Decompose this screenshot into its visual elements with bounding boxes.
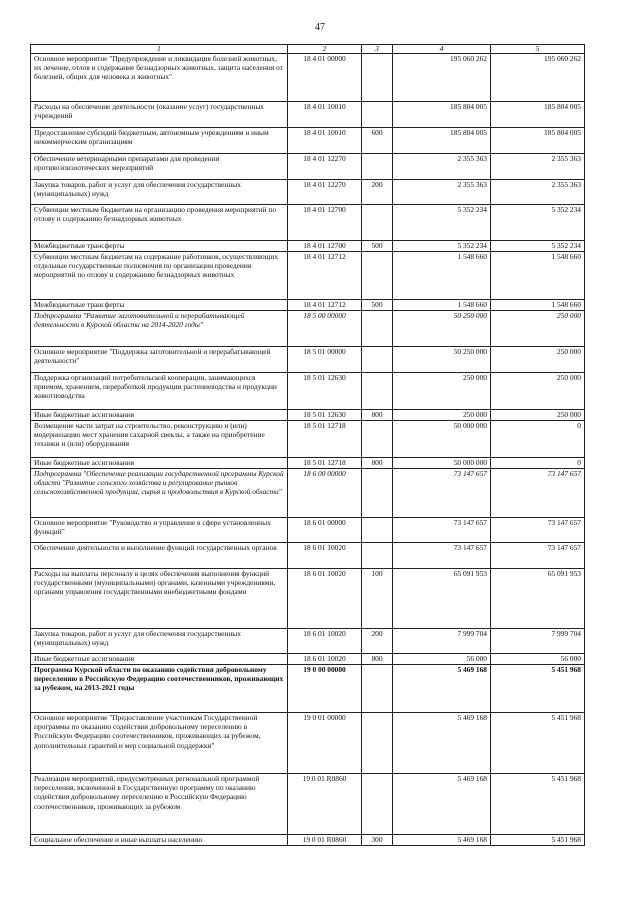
column-number-1: 1 (31, 45, 288, 54)
row-expense-type (362, 252, 393, 300)
row-code: 18 4 01 12270 (288, 180, 362, 205)
row-code: 18 4 01 10010 (288, 102, 362, 128)
table-row (31, 54, 585, 102)
row-amount-2: 2 355 363 (491, 180, 585, 205)
row-name: Основное мероприятие "Поддержка заготовительной и перерабатывающей деятельности" (31, 347, 288, 373)
row-amount-1: 5 352 234 (393, 205, 491, 241)
table-row (31, 518, 585, 543)
table-row (31, 180, 585, 205)
column-number-5: 5 (491, 45, 585, 54)
row-expense-type (362, 311, 393, 347)
row-code: 18 4 01 12700 (288, 205, 362, 241)
row-expense-type (362, 665, 393, 713)
row-name: Реализация мероприятий, предусмотренных региональной программой переселения, включенной в Государственную программу по оказанию содействия добровольному переселению в Российскую Федерацию соотечественников, проживающих за рубежом (31, 774, 288, 835)
table-row (31, 373, 585, 410)
table-row (31, 835, 585, 846)
row-name: Основное мероприятие "Предупреждение и ликвидация болезней животных, их лечение, отлов и содержание безнадзорных животных, защита населения от болезней, общих для человека и животных" (31, 54, 288, 102)
row-expense-type (362, 713, 393, 774)
row-amount-1: 73 147 657 (393, 543, 491, 569)
row-amount-1: 5 352 234 (393, 241, 491, 252)
row-name: Иные бюджетные ассигнования (31, 458, 288, 469)
row-amount-2: 73 147 657 (491, 543, 585, 569)
row-amount-1: 185 804 005 (393, 102, 491, 128)
row-expense-type: 600 (362, 128, 393, 154)
row-code: 18 6 01 10020 (288, 543, 362, 569)
row-amount-1: 5 469 168 (393, 774, 491, 835)
table-row (31, 665, 585, 713)
row-name: Расходы на выплаты персоналу в целях обеспечения выполнения функций государственными (муниципальными) органами, казенными учреждениями, органами управления государственными внебюджетными фондами (31, 569, 288, 629)
row-amount-1: 50 000 000 (393, 458, 491, 469)
row-amount-1: 50 250 000 (393, 347, 491, 373)
table-row (31, 300, 585, 311)
row-amount-2: 5 352 234 (491, 205, 585, 241)
row-amount-1: 7 999 704 (393, 629, 491, 654)
row-name: Программа Курской области по оказанию содействия добровольному переселению в Российскую Федерацию соотечественников, проживающих за рубежом, на 2013-2021 годы (31, 665, 288, 713)
row-amount-2: 185 804 005 (491, 128, 585, 154)
row-expense-type (362, 543, 393, 569)
row-amount-2: 5 451 968 (491, 774, 585, 835)
row-amount-2: 5 352 234 (491, 241, 585, 252)
row-name: Поддержка организаций потребительской кооперации, занимающихся приемом, хранением, переработкой продукции растениеводства и продукции животноводства (31, 373, 288, 410)
row-name: Основное мероприятие "Предоставление участникам Государственной программы по оказанию содействия добровольному переселению в Российскую Федерацию соотечественников, проживающих за рубежом, дополнительных гарантий и мер социальной поддержки" (31, 713, 288, 774)
table-row (31, 458, 585, 469)
row-amount-2: 195 060 262 (491, 54, 585, 102)
row-code: 19 0 00 00000 (288, 665, 362, 713)
row-expense-type: 500 (362, 300, 393, 311)
row-code: 19 0 01 00000 (288, 713, 362, 774)
row-amount-2: 5 451 968 (491, 835, 585, 846)
table-row (31, 410, 585, 421)
row-code: 18 4 01 10010 (288, 128, 362, 154)
row-amount-1: 56 000 (393, 654, 491, 665)
row-amount-1: 2 355 363 (393, 154, 491, 180)
row-amount-2: 1 548 660 (491, 300, 585, 311)
row-expense-type: 200 (362, 180, 393, 205)
row-name: Межбюджетные трансферты (31, 241, 288, 252)
table-row (31, 102, 585, 128)
row-name: Подпрограмма "Развитие заготовительной и перерабатывающей деятельности в Курской области на 2014-2020 годы" (31, 311, 288, 347)
row-expense-type: 800 (362, 654, 393, 665)
row-code: 18 6 01 00000 (288, 518, 362, 543)
row-name: Субвенции местным бюджетам на организацию проведения мероприятий по отлову и содержанию безнадзорных животных (31, 205, 288, 241)
row-amount-2: 73 147 657 (491, 469, 585, 518)
table-row (31, 241, 585, 252)
row-expense-type: 800 (362, 458, 393, 469)
table-row (31, 128, 585, 154)
row-amount-2: 65 091 953 (491, 569, 585, 629)
table-row (31, 154, 585, 180)
table-row (31, 252, 585, 300)
row-name: Предоставление субсидий бюджетным, автономным учреждениям и иным некоммерческим организациям (31, 128, 288, 154)
row-expense-type: 300 (362, 835, 393, 846)
table-row (31, 569, 585, 629)
row-code: 18 6 01 10020 (288, 569, 362, 629)
row-amount-1: 1 548 660 (393, 252, 491, 300)
row-expense-type (362, 774, 393, 835)
table-row (31, 347, 585, 373)
row-amount-1: 50 000 000 (393, 421, 491, 458)
row-code: 18 4 01 12712 (288, 252, 362, 300)
row-expense-type: 200 (362, 629, 393, 654)
row-name: Подпрограмма "Обеспечение реализации государственной программы Курской области "Развитие сельского хозяйства и регулирование рынков сельскохозяйственной продукции, сырья и продовольствия в Курской области" (31, 469, 288, 518)
page-number: 47 (315, 22, 325, 33)
row-code: 18 6 00 00000 (288, 469, 362, 518)
row-code: 19 0 01 R0860 (288, 835, 362, 846)
row-amount-2: 250 000 (491, 347, 585, 373)
table-row (31, 205, 585, 241)
row-amount-1: 50 250 000 (393, 311, 491, 347)
column-number-4: 4 (393, 45, 491, 54)
row-amount-2: 1 548 660 (491, 252, 585, 300)
row-code: 18 5 01 12718 (288, 421, 362, 458)
row-amount-1: 5 469 168 (393, 835, 491, 846)
row-amount-1: 185 804 005 (393, 128, 491, 154)
row-code: 18 4 01 00000 (288, 54, 362, 102)
row-name: Закупка товаров, работ и услуг для обеспечения государственных (муниципальных) нужд (31, 629, 288, 654)
row-amount-2: 250 000 (491, 311, 585, 347)
row-amount-2: 2 355 363 (491, 154, 585, 180)
row-expense-type (362, 205, 393, 241)
row-expense-type (362, 518, 393, 543)
row-expense-type (362, 154, 393, 180)
row-expense-type (362, 373, 393, 410)
row-amount-1: 250 000 (393, 410, 491, 421)
budget-table (30, 44, 585, 846)
row-name: Социальное обеспечение и иные выплаты населению (31, 835, 288, 846)
row-amount-2: 73 147 657 (491, 518, 585, 543)
row-code: 18 6 01 10020 (288, 629, 362, 654)
table-row (31, 654, 585, 665)
row-expense-type (362, 421, 393, 458)
row-expense-type: 100 (362, 569, 393, 629)
row-expense-type (362, 102, 393, 128)
row-code: 18 5 01 12630 (288, 373, 362, 410)
row-amount-2: 56 000 (491, 654, 585, 665)
row-expense-type: 500 (362, 241, 393, 252)
row-amount-1: 195 060 262 (393, 54, 491, 102)
row-amount-1: 1 548 660 (393, 300, 491, 311)
table-row (31, 713, 585, 774)
table-row (31, 774, 585, 835)
row-expense-type (362, 347, 393, 373)
row-code: 18 5 01 12630 (288, 410, 362, 421)
row-amount-2: 185 804 005 (491, 102, 585, 128)
row-name: Иные бюджетные ассигнования (31, 654, 288, 665)
row-amount-1: 5 469 168 (393, 713, 491, 774)
row-amount-2: 250 000 (491, 373, 585, 410)
column-number-row (31, 45, 585, 54)
row-amount-1: 73 147 657 (393, 469, 491, 518)
row-code: 18 4 01 12700 (288, 241, 362, 252)
row-amount-2: 5 451 968 (491, 713, 585, 774)
row-amount-2: 7 999 704 (491, 629, 585, 654)
row-name: Возмещение части затрат на строительство, реконструкцию и (или) модернизацию мест хранения сахарной свеклы, а также на приобретение техники и (или) оборудования (31, 421, 288, 458)
row-code: 18 6 01 10020 (288, 654, 362, 665)
row-expense-type (362, 469, 393, 518)
row-code: 18 5 00 00000 (288, 311, 362, 347)
row-amount-1: 5 469 168 (393, 665, 491, 713)
row-name: Основное мероприятие "Руководство и управление в сфере установленных функций" (31, 518, 288, 543)
row-amount-2: 250 000 (491, 410, 585, 421)
row-expense-type: 800 (362, 410, 393, 421)
row-amount-1: 73 147 657 (393, 518, 491, 543)
row-amount-2: 0 (491, 421, 585, 458)
column-number-2: 2 (288, 45, 362, 54)
row-expense-type (362, 54, 393, 102)
table-row (31, 629, 585, 654)
table-row (31, 311, 585, 347)
column-number-3: 3 (362, 45, 393, 54)
row-code: 18 4 01 12712 (288, 300, 362, 311)
row-name: Расходы на обеспечение деятельности (оказание услуг) государственных учреждений (31, 102, 288, 128)
row-code: 18 5 01 12718 (288, 458, 362, 469)
row-name: Субвенции местным бюджетам на содержание работников, осуществляющих отдельные государственные полномочия по организации проведения мероприятий по отлову и содержанию безнадзорных животных (31, 252, 288, 300)
table-row (31, 543, 585, 569)
row-amount-1: 65 091 953 (393, 569, 491, 629)
row-code: 18 4 01 12270 (288, 154, 362, 180)
row-name: Межбюджетные трансферты (31, 300, 288, 311)
table-row (31, 421, 585, 458)
row-code: 18 5 01 00000 (288, 347, 362, 373)
row-code: 19 0 01 R0860 (288, 774, 362, 835)
row-amount-2: 5 451 968 (491, 665, 585, 713)
table-row (31, 469, 585, 518)
row-name: Иные бюджетные ассигнования (31, 410, 288, 421)
row-name: Закупка товаров, работ и услуг для обеспечения государственных (муниципальных) нужд (31, 180, 288, 205)
row-amount-2: 0 (491, 458, 585, 469)
row-name: Обеспечение деятельности и выполнение функций государственных органов (31, 543, 288, 569)
row-amount-1: 250 000 (393, 373, 491, 410)
row-name: Обеспечение ветеринарными препаратами для проведения противоэпизоотических мероприятий (31, 154, 288, 180)
row-amount-1: 2 355 363 (393, 180, 491, 205)
